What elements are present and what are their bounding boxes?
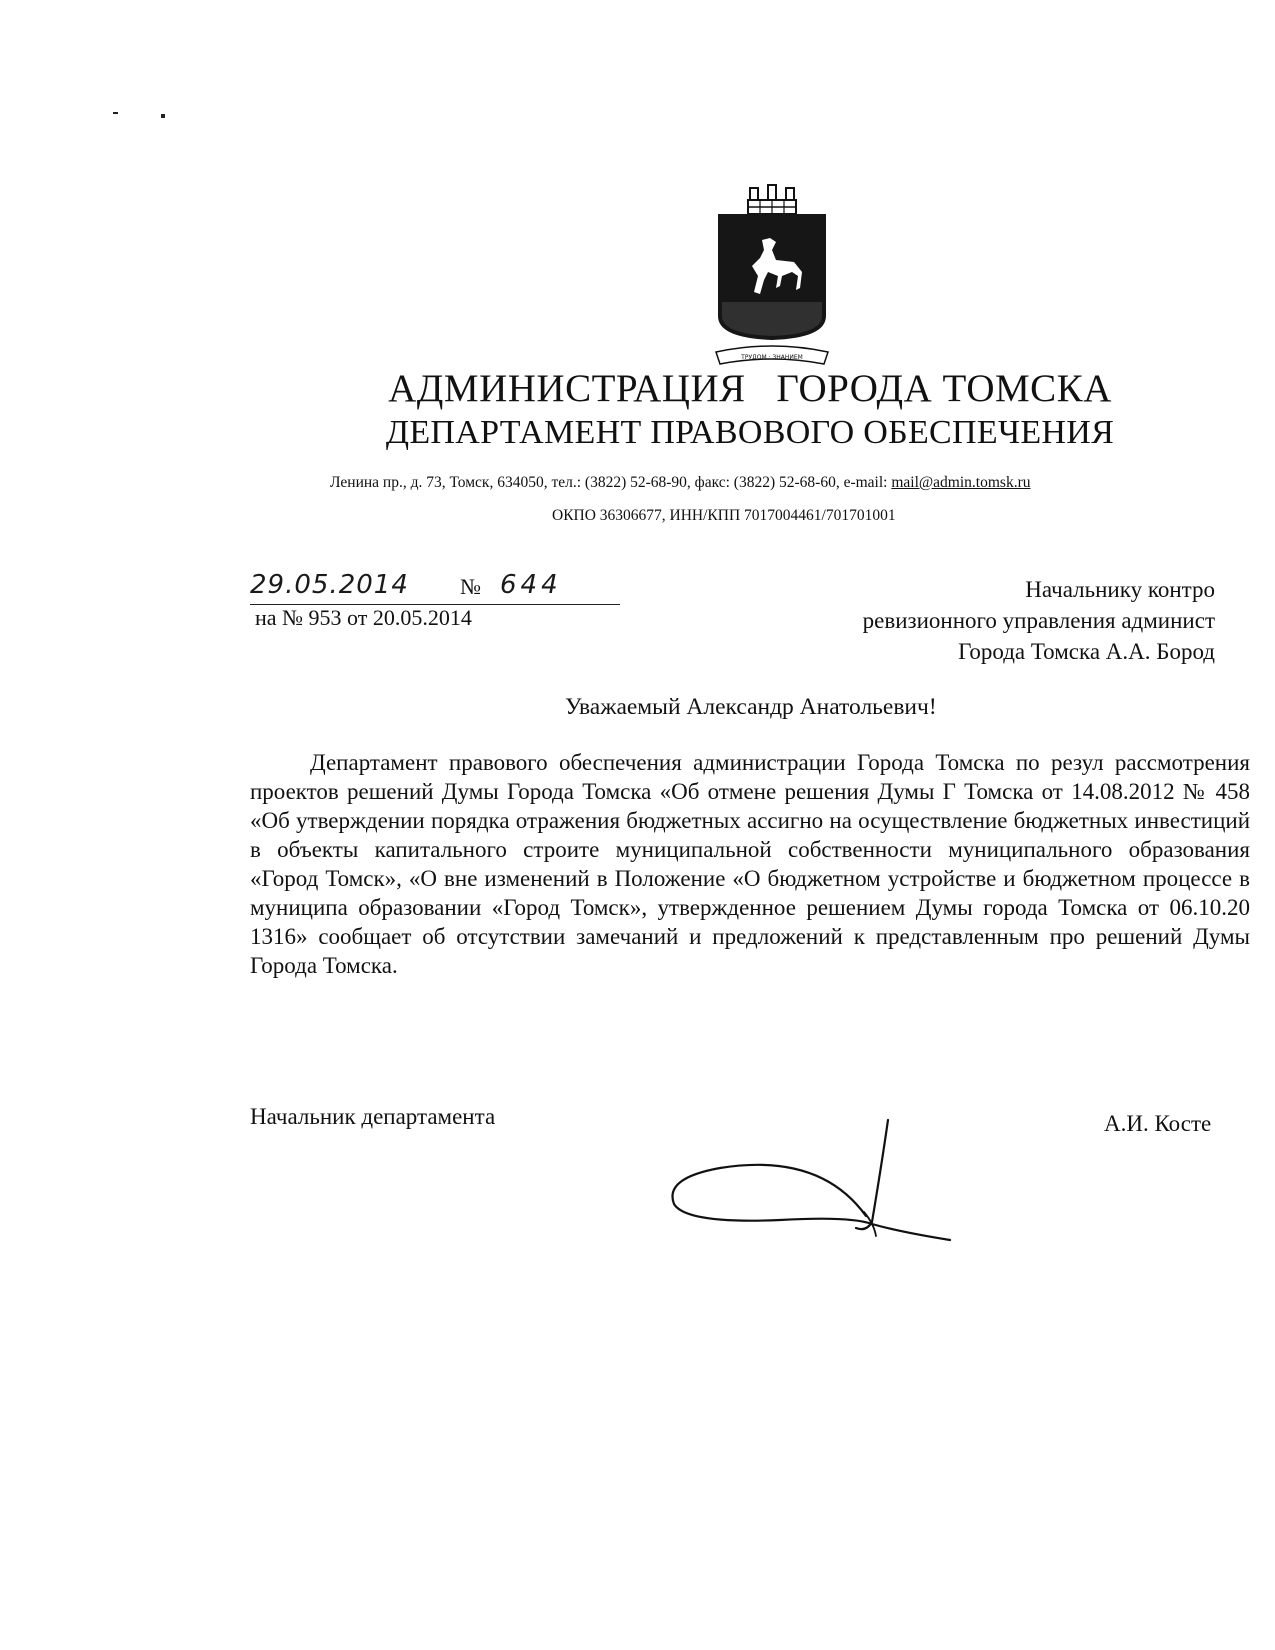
tomsk-coat-of-arms-icon xyxy=(712,180,832,376)
number-sign: № xyxy=(460,574,481,599)
signatory-name: А.И. Косте xyxy=(1104,1111,1212,1136)
registration-number-field xyxy=(250,568,620,605)
signatory-title: Начальник департамента xyxy=(250,1104,496,1129)
emblem-motto: ТРУДОМ · ЗНАНИЕМ xyxy=(741,354,803,361)
addressee-block xyxy=(863,574,1215,667)
addressee-line: Города Томска А.А. Бород xyxy=(958,639,1215,664)
addressee-line: ревизионного управления админист xyxy=(862,608,1215,633)
email-link[interactable]: mail@admin.tomsk.ru xyxy=(891,474,1031,491)
contact-address: Ленина пр., д. 73, Томск, 634050, тел.: (3822) 52-68-90, факс: (3822) 52-68-60, e-mail: xyxy=(330,474,892,491)
crown-icon xyxy=(748,185,796,214)
department-name: ДЕПАРТАМЕНТ ПРАВОВОГО ОБЕСПЕЧЕНИЯ xyxy=(385,414,1115,451)
addressee-line: Начальнику контро xyxy=(1025,577,1215,602)
salutation: Уважаемый Александр Анатольевич! xyxy=(565,694,937,720)
reply-reference: на № 953 от 20.05.2014 xyxy=(255,605,472,630)
registry-codes: ОКПО 36306677, ИНН/КПП 7017004461/701701001 xyxy=(552,507,896,524)
registration-date: 29.05.2014 xyxy=(250,570,409,600)
registration-number: 644 xyxy=(500,570,562,600)
letter-body: Департамент правового обеспечения администрации Города Томска по резул рассмотрения проектов решений Думы Города Томска «Об отмене решения Думы Г Томска от 14.08.2012 № 458 «Об утверждении порядка отражения бюджетных ассигно на осуществление бюджетных инвестиций в объекты капитального строите муниципальной собственности муниципального образования «Город Томск», «О вне изменений в Положение «О бюджетном устройстве и бюджетном процессе в муниципа образовании «Город Томск», утвержденное решением Думы города Томска от 06.10.20 1316» сообщает об отсутствии замечаний и предложений к представленным про решений Думы Города Томска. xyxy=(250,750,1250,978)
organization-name: АДМИНИСТРАЦИЯ ГОРОДА ТОМСКА xyxy=(388,367,1112,410)
handwritten-signature-icon xyxy=(660,1112,960,1252)
contact-line xyxy=(330,474,1030,492)
